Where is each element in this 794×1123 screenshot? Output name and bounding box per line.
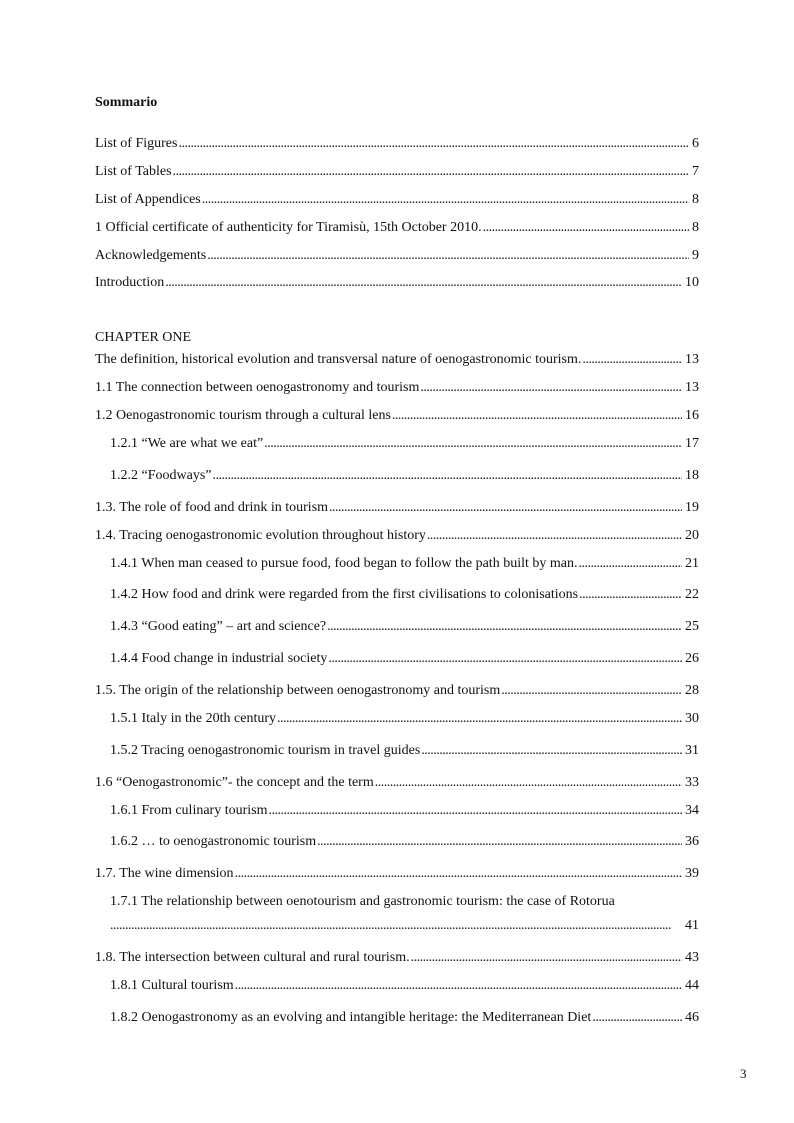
toc-entry-title: List of Appendices <box>95 192 201 207</box>
toc-entry[interactable] <box>95 246 699 266</box>
page-number: 3 <box>740 1066 747 1081</box>
toc-entry[interactable] <box>95 273 699 293</box>
toc-entry-title: 1.4.4 Food change in industrial society <box>110 651 328 666</box>
toc-subentry[interactable] <box>110 466 699 486</box>
toc-leader-dots <box>483 218 689 238</box>
toc-subentry[interactable] <box>110 617 699 637</box>
toc-entry[interactable] <box>95 498 699 518</box>
toc-leader-dots <box>235 976 682 996</box>
toc-entry-title: 1.8.2 Oenogastronomy as an evolving and intangible heritage: the Mediterranean Diet <box>110 1010 592 1025</box>
chapter-label: CHAPTER ONE <box>95 330 192 345</box>
toc-entry-title: 1.3. The role of food and drink in tourism <box>95 500 329 515</box>
toc-entry-title: 1 Official certificate of authenticity for Tiramisù, 15th October 2010. <box>95 220 482 235</box>
toc-leader-dots <box>235 864 682 884</box>
toc-leader-dots <box>427 526 682 546</box>
toc-leader-dots <box>411 948 682 968</box>
toc-leader-dots <box>329 498 682 518</box>
toc-leader-dots <box>327 617 682 637</box>
toc-entry-page: 16 <box>685 408 699 423</box>
toc-entry-title: 1.8. The intersection between cultural and rural tourism. <box>95 950 410 965</box>
toc-entry-title: 1.2.1 “We are what we eat” <box>110 436 264 451</box>
toc-entry[interactable] <box>95 526 699 546</box>
toc-subentry[interactable] <box>110 554 699 574</box>
toc-entry-title: 1.5. The origin of the relationship between oenogastronomy and tourism <box>95 683 501 698</box>
toc-entry[interactable] <box>95 218 699 238</box>
toc-entry-title: 1.1 The connection between oenogastronomy and tourism <box>95 380 420 395</box>
toc-leader-dots <box>317 832 682 852</box>
toc-leader-dots <box>165 273 682 293</box>
toc-entry-title: 1.2 Oenogastronomic tourism through a cultural lens <box>95 408 391 423</box>
toc-entry-page: 44 <box>685 978 699 993</box>
toc-entry-title: 1.7. The wine dimension <box>95 866 234 881</box>
toc-entry-title: Introduction <box>95 275 165 290</box>
toc-entry[interactable] <box>95 406 699 426</box>
toc-entry-title: 1.5.2 Tracing oenogastronomic tourism in travel guides <box>110 743 421 758</box>
toc-leader-dots <box>277 709 682 729</box>
toc-leader-dots <box>501 681 682 701</box>
toc-entry[interactable] <box>95 162 699 182</box>
toc-leader-dots <box>173 162 689 182</box>
toc-entry[interactable] <box>95 948 699 968</box>
toc-entry-page: 22 <box>685 587 699 602</box>
toc-entry[interactable] <box>95 190 699 210</box>
toc-entry-page: 10 <box>685 275 699 290</box>
toc-entry-page: 8 <box>692 220 699 235</box>
toc-subentry[interactable] <box>110 709 699 729</box>
toc-leader-dots <box>420 378 682 398</box>
toc-entry-title: 1.6.1 From culinary tourism <box>110 803 268 818</box>
toc-leader-dots <box>264 434 682 454</box>
toc-entry-page: 31 <box>685 743 699 758</box>
toc-leader-dots <box>392 406 682 426</box>
toc-leader-dots <box>110 916 682 936</box>
toc-entry-title: 1.4.3 “Good eating” – art and science? <box>110 619 327 634</box>
toc-entry-page: 19 <box>685 500 699 515</box>
toc-leader-dots <box>421 741 682 761</box>
toc-entry-page: 25 <box>685 619 699 634</box>
toc-entry-title: List of Tables <box>95 164 172 179</box>
toc-entry-page: 17 <box>685 436 699 451</box>
toc-subentry[interactable] <box>110 434 699 454</box>
toc-entry-page: 21 <box>685 556 699 571</box>
toc-subentry[interactable] <box>110 649 699 669</box>
toc-entry-page: 34 <box>685 803 699 818</box>
toc-entry[interactable] <box>95 134 699 154</box>
toc-entry[interactable] <box>95 773 699 793</box>
toc-entry-page: 39 <box>685 866 699 881</box>
toc-entry-page: 9 <box>692 248 699 263</box>
toc-subentry[interactable] <box>110 976 699 996</box>
toc-entry-title: 1.4. Tracing oenogastronomic evolution throughout history <box>95 528 426 543</box>
toc-entry[interactable] <box>95 681 699 701</box>
toc-entry-page: 30 <box>685 711 699 726</box>
toc-subentry[interactable] <box>110 832 699 852</box>
toc-leader-dots <box>328 649 682 669</box>
toc-entry-page: 33 <box>685 775 699 790</box>
toc-entry-page: 13 <box>685 380 699 395</box>
toc-subentry[interactable] <box>110 801 699 821</box>
toc-leader-dots <box>269 801 683 821</box>
toc-leader-dots <box>178 134 689 154</box>
toc-entry[interactable] <box>95 378 699 398</box>
toc-subentry-continuation[interactable] <box>110 916 699 936</box>
toc-entry-page: 43 <box>685 950 699 965</box>
toc-leader-dots <box>592 1008 682 1028</box>
toc-entry[interactable] <box>95 350 699 370</box>
toc-entry-page: 20 <box>685 528 699 543</box>
toc-leader-dots <box>579 585 682 605</box>
toc-entry-page: 46 <box>685 1010 699 1025</box>
toc-subentry[interactable] <box>110 1008 699 1028</box>
toc-entry[interactable] <box>95 864 699 884</box>
toc-subentry-title-wrapped[interactable]: 1.7.1 The relationship between oenotourism and gastronomic tourism: the case of Rotorua <box>110 894 615 909</box>
toc-leader-dots <box>207 246 689 266</box>
toc-entry-title: 1.8.1 Cultural tourism <box>110 978 234 993</box>
toc-entry-title: 1.2.2 “Foodways” <box>110 468 212 483</box>
toc-entry-page: 18 <box>685 468 699 483</box>
toc-entry-title: List of Figures <box>95 136 178 151</box>
toc-subentry[interactable] <box>110 585 699 605</box>
toc-entry-page: 28 <box>685 683 699 698</box>
toc-leader-dots <box>202 190 689 210</box>
toc-entry-page: 26 <box>685 651 699 666</box>
toc-entry-title: 1.4.2 How food and drink were regarded from the first civilisations to colonisations <box>110 587 579 602</box>
toc-entry-title: The definition, historical evolution and transversal nature of oenogastronomic tourism. <box>95 352 582 367</box>
toc-heading: Sommario <box>95 95 158 110</box>
toc-entry-page: 36 <box>685 834 699 849</box>
toc-entry-title: 1.5.1 Italy in the 20th century <box>110 711 277 726</box>
toc-entry-title: 1.6.2 … to oenogastronomic tourism <box>110 834 317 849</box>
toc-entry-page: 6 <box>692 136 699 151</box>
toc-leader-dots <box>582 350 682 370</box>
toc-entry-title: 1.6 “Oenogastronomic”- the concept and the term <box>95 775 374 790</box>
toc-entry-title: Acknowledgements <box>95 248 207 263</box>
toc-entry-page: 8 <box>692 192 699 207</box>
toc-entry-page: 7 <box>692 164 699 179</box>
toc-subentry[interactable] <box>110 741 699 761</box>
toc-entry-page: 41 <box>685 918 699 933</box>
toc-leader-dots <box>578 554 682 574</box>
toc-leader-dots <box>213 466 683 486</box>
toc-entry-page: 13 <box>685 352 699 367</box>
toc-leader-dots <box>375 773 682 793</box>
toc-entry-title: 1.4.1 When man ceased to pursue food, food began to follow the path built by man. <box>110 556 578 571</box>
